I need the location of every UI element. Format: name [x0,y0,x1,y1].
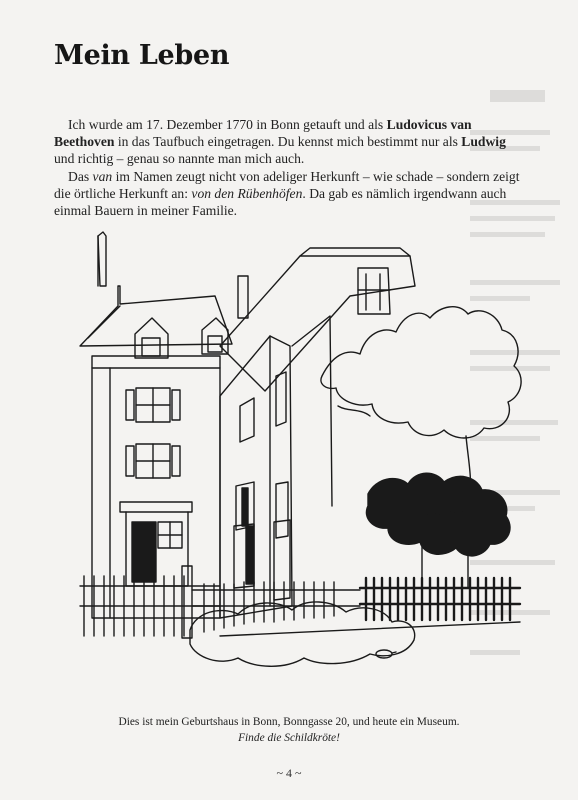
ground-line [220,622,520,636]
roof-left [80,286,232,346]
text-run: Das [68,168,93,184]
chimney-center [238,276,248,318]
window-mid-left [126,444,180,478]
illustration-caption [0,714,578,746]
turtle-hidden [376,650,396,658]
caption-hint: Finde die Schildkröte! [238,732,340,744]
roof-right [220,256,415,391]
facade-right [220,336,292,618]
paragraph-van [54,168,520,220]
text-run: in das Taufbuch eingetragen. Du kennst mich bestimmt nur als [114,134,462,150]
window-right-upper [240,372,286,442]
window-ground-right [234,520,290,600]
name-full: Ludovicus van Beethoven [54,117,472,150]
window-upper-left [126,388,180,422]
name-short: Ludwig [461,134,506,150]
body-text [54,116,520,219]
text-run: . Da gab es nämlich irgendwann auch einmal Bauern in meiner Familie. [54,185,507,219]
page-number: ~ 4 ~ [276,766,302,780]
paragraph-baptism [54,116,520,168]
chimney-left [98,232,106,286]
tree-foliage [321,307,521,438]
text-run: Ich wurde am 17. Dezember 1770 in Bonn getauft und als [68,117,387,132]
window-right-mid [236,482,288,538]
text-run: im Namen zeugt nicht von adeliger Herkunft – wie schade – sondern zeigt die örtliche Herkunft an: [54,168,520,201]
caption-text: Dies ist mein Geburtshaus in Bonn, Bonngasse 20, und heute ein Museum. [118,716,460,728]
emphasis-origin: von den Rübenhöfen [191,185,303,201]
page-title: Mein Leben [54,40,230,71]
birth-house-illustration [70,226,530,676]
entrance-door [120,502,192,586]
text-run: und richtig – genau so nannte man mich auch. [54,151,305,167]
emphasis-van: van [92,168,113,184]
picket-fence-middle [192,582,360,632]
